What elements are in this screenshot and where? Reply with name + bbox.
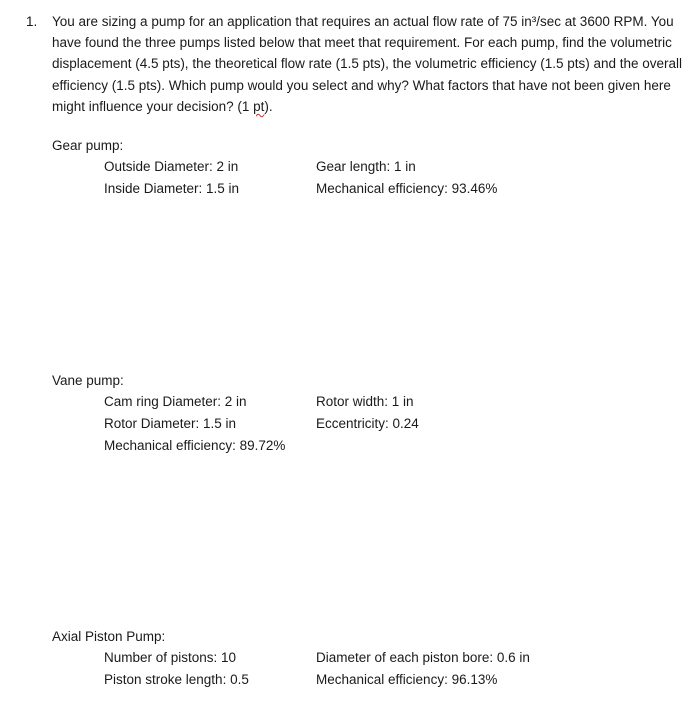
gear-pump-mechanical-efficiency: Mechanical efficiency: 93.46% <box>316 181 498 196</box>
question-text-pt: pt <box>253 98 265 114</box>
axial-piston-pump-title: Axial Piston Pump: <box>52 629 166 644</box>
vane-pump-cam-ring-diameter: Cam ring Diameter: 2 in <box>104 394 247 409</box>
question-text <box>52 11 692 117</box>
gear-pump-inside-diameter: Inside Diameter: 1.5 in <box>104 181 240 196</box>
vane-pump-rotor-diameter: Rotor Diameter: 1.5 in <box>104 416 237 431</box>
gear-pump-outside-diameter: Outside Diameter: 2 in <box>104 159 239 174</box>
vane-pump-eccentricity: Eccentricity: 0.24 <box>316 416 419 431</box>
axial-piston-pump-mechanical-efficiency: Mechanical efficiency: 96.13% <box>316 672 498 687</box>
vane-pump-rotor-width: Rotor width: 1 in <box>316 394 414 409</box>
question-number: 1. <box>26 14 38 29</box>
gear-pump-title: Gear pump: <box>52 138 124 153</box>
axial-piston-pump-bore-diameter: Diameter of each piston bore: 0.6 in <box>316 650 530 665</box>
axial-piston-pump-stroke-length: Piston stroke length: 0.5 <box>104 672 249 687</box>
axial-piston-pump-number-of-pistons: Number of pistons: 10 <box>104 650 237 665</box>
question-text-main: You are sizing a pump for an application that requires an actual flow rate of 75 in³/sec at 3600 RPM. You have found the three pumps listed below that meet that requirement. For each pump, find the volumetric displacement (4.5 pts), the theoretical flow rate (1.5 pts), the volumetric efficiency (1.5 pts) and the overall efficiency (1.5 pts). Which pump would you select and why? What factors that have not been given here might influence your decision? (1 <box>52 14 683 114</box>
question-text-end: ). <box>264 98 273 114</box>
vane-pump-title: Vane pump: <box>52 373 124 388</box>
vane-pump-mechanical-efficiency: Mechanical efficiency: 89.72% <box>104 438 286 453</box>
gear-pump-gear-length: Gear length: 1 in <box>316 159 416 174</box>
